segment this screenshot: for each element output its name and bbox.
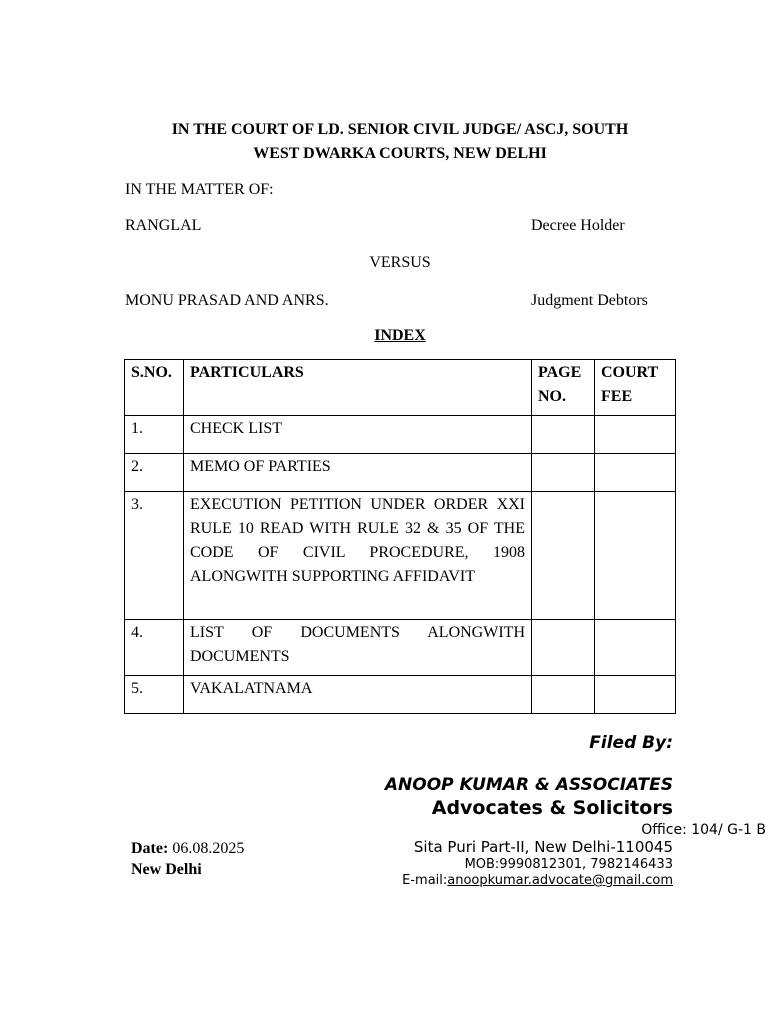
versus-label: VERSUS <box>369 254 431 271</box>
court-heading-line1: IN THE COURT OF LD. SENIOR CIVIL JUDGE/ ASCJ, SOUTH <box>171 121 629 138</box>
header-court-fee: COURT FEE <box>595 360 676 416</box>
mobile-numbers: MOB:9990812301, 7982146433 <box>464 857 673 872</box>
court-heading <box>125 118 675 166</box>
row-particulars: EXECUTION PETITION UNDER ORDER XXI RULE 10 READ WITH RULE 32 & 35 OF THE CODE OF CIVIL PROCEDURE, 1908 ALONGWITH SUPPORTING AFFIDAVIT <box>184 492 532 620</box>
firm-name: ANOOP KUMAR & ASSOCIATES <box>384 775 673 795</box>
date-label: Date: <box>131 840 169 857</box>
place-label: New Delhi <box>131 861 202 878</box>
row-court-fee <box>595 492 676 620</box>
header-sno: S.NO. <box>125 360 184 416</box>
court-heading-line2: WEST DWARKA COURTS, NEW DELHI <box>253 145 547 162</box>
street-address: Sita Puri Part-II, New Delhi-110045 <box>413 838 673 856</box>
row-court-fee <box>595 676 676 714</box>
row-page-no <box>532 416 595 454</box>
row-page-no <box>532 620 595 676</box>
row-sno: 5. <box>125 676 184 714</box>
office-address: Office: 104/ G-1 B <box>641 822 766 838</box>
row-particulars: MEMO OF PARTIES <box>184 454 532 492</box>
row-particulars: CHECK LIST <box>184 416 532 454</box>
row-sno: 3. <box>125 492 184 620</box>
row-sno: 1. <box>125 416 184 454</box>
firm-subtitle: Advocates & Solicitors <box>431 797 673 819</box>
row-particulars: VAKALATNAMA <box>184 676 532 714</box>
party2-role: Judgment Debtors <box>531 292 648 309</box>
table-row <box>125 620 676 676</box>
date-line <box>131 840 244 858</box>
row-sno: 4. <box>125 620 184 676</box>
row-court-fee <box>595 620 676 676</box>
table-row <box>125 416 676 454</box>
index-title: INDEX <box>374 327 426 344</box>
email-line <box>402 873 673 888</box>
row-sno: 2. <box>125 454 184 492</box>
header-particulars: PARTICULARS <box>184 360 532 416</box>
index-header-row <box>125 360 676 416</box>
email-link[interactable]: anoopkumar.advocate@gmail.com <box>447 873 673 888</box>
table-row <box>125 676 676 714</box>
table-row <box>125 454 676 492</box>
matter-intro: IN THE MATTER OF: <box>125 181 274 198</box>
filed-by-label: Filed By: <box>589 733 673 753</box>
party1-name: RANGLAL <box>125 217 202 234</box>
header-page-no: PAGE NO. <box>532 360 595 416</box>
row-page-no <box>532 492 595 620</box>
email-label: E-mail: <box>402 873 448 888</box>
index-table <box>124 359 676 714</box>
row-page-no <box>532 676 595 714</box>
row-page-no <box>532 454 595 492</box>
row-particulars: LIST OF DOCUMENTS ALONGWITH DOCUMENTS <box>184 620 532 676</box>
row-court-fee <box>595 454 676 492</box>
table-row <box>125 492 676 620</box>
party2-name: MONU PRASAD AND ANRS. <box>125 292 329 309</box>
party1-role: Decree Holder <box>531 217 625 234</box>
row-court-fee <box>595 416 676 454</box>
date-value: 06.08.2025 <box>168 840 245 857</box>
